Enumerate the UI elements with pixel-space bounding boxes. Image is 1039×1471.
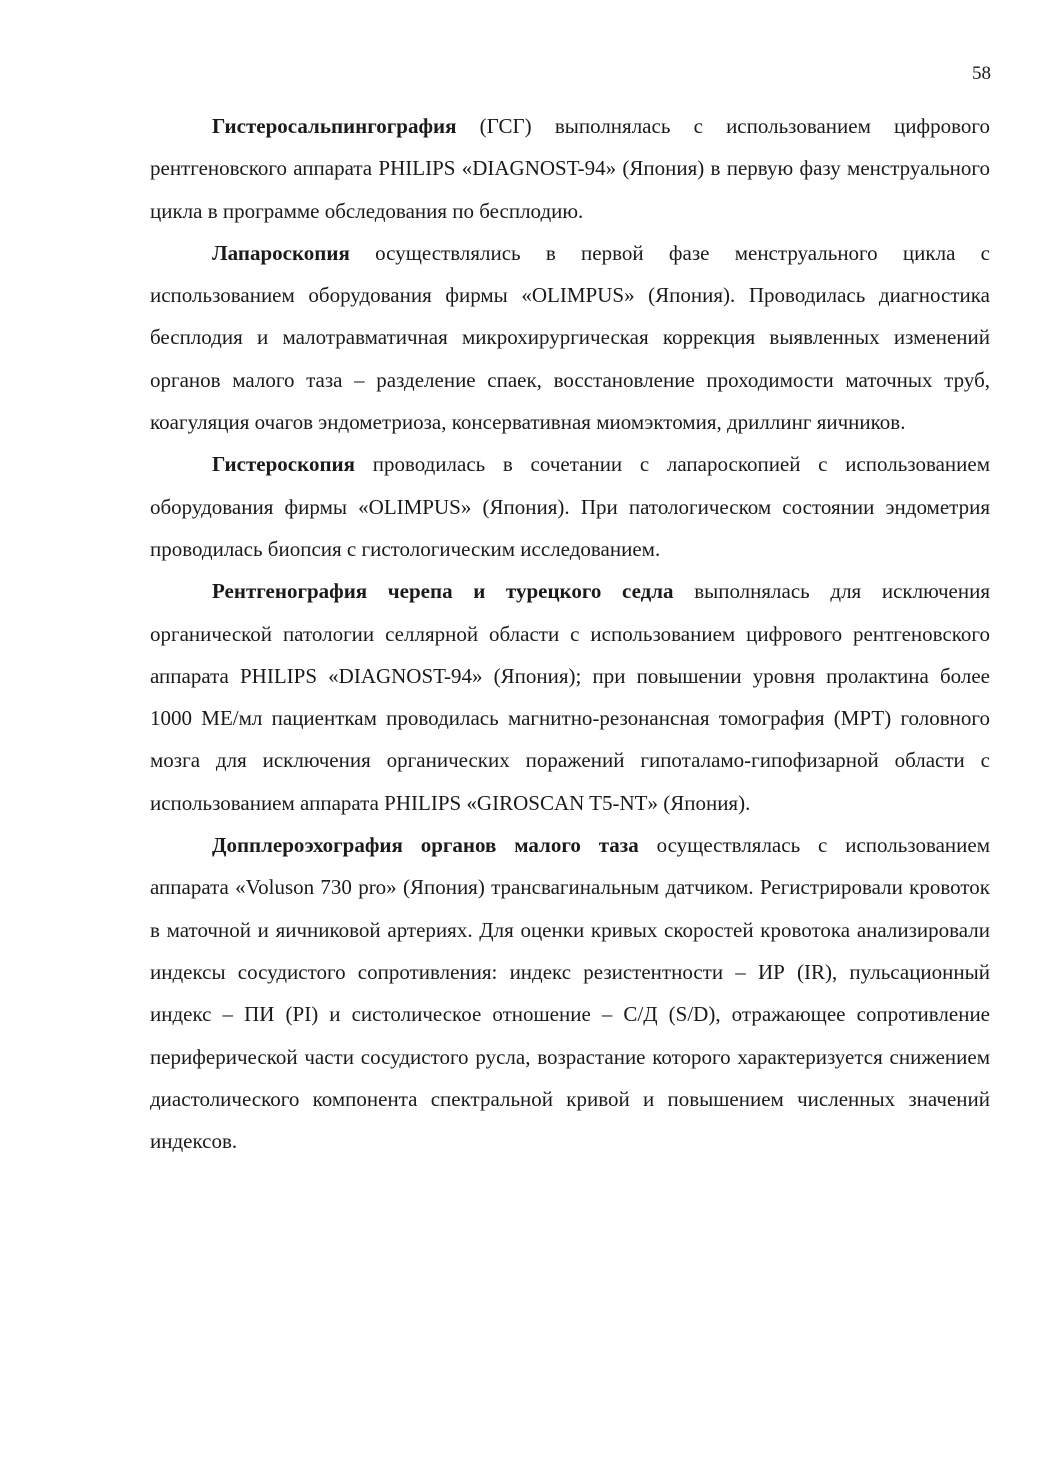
paragraph-text: (ГСГ) выполнялась с использованием цифрового рентгеновского аппарата PHILIPS «DIAGNOST-94» (Япония) в первую фазу менструального цикла в программе обследования по бесплодию. [150,114,990,223]
term-laparoscopy: Лапароскопия [212,240,350,265]
paragraph-skull-radiography [150,570,990,824]
term-dopplerography: Допплероэхография органов малого таза [212,833,639,858]
paragraph-text: осуществлялись в первой фазе менструального цикла с использованием оборудования фирмы «OLIMPUS» (Япония). Проводилась диагностика бесплодия и малотравматичная микрохирургическая коррекция выявленных изменений органов малого таза – разделение спаек, восстановление проходимости маточных труб, коагуляция очагов эндометриоза, консервативная миомэктомия, дриллинг яичников. [150,240,990,435]
term-hysterosalpingography: Гистеросальпингография [212,114,457,138]
paragraph-text: выполнялась для исключения органической патологии селлярной области с использованием цифрового рентгеновского аппарата PHILIPS «DIAGNOST-94» (Япония); при повышении уровня пролактина более 1000 МЕ/мл пациенткам проводилась магнитно-резонансная томография (МРТ) головного мозга для исключения органических поражений гипоталамо-гипофизарной области с использованием аппарата PHILIPS «GIROSCAN T5-NT» (Япония). [150,579,990,815]
paragraph-laparoscopy [150,232,990,443]
paragraph-hysterosalpingography [150,105,990,232]
document-body [150,105,990,1162]
paragraph-text: осуществлялась с использованием аппарата «Voluson 730 pro» (Япония) трансвагинальным датчиком. Регистрировали кровоток в маточной и яичниковой артериях. Для оценки кривых скоростей кровотока анализировали индексы сосудистого сопротивления: индекс резистентности – ИР (IR), пульсационный индекс – ПИ (PI) и систолическое отношение – С/Д (S/D), отражающее сопротивление периферической части сосудистого русла, возрастание которого характеризуется снижением диастолического компонента спектральной кривой и повышением численных значений индексов. [150,833,990,1154]
term-skull-radiography: Рентгенография черепа и турецкого седла [212,579,674,604]
paragraph-text: проводилась в сочетании с лапароскопией с использованием оборудования фирмы «OLIMPUS» (Япония). При патологическом состоянии эндометрия проводилась биопсия с гистологическим исследованием. [150,452,990,561]
paragraph-dopplerography [150,824,990,1162]
paragraph-hysteroscopy [150,443,990,570]
page-number: 58 [972,63,991,84]
term-hysteroscopy: Гистероскопия [212,452,356,477]
